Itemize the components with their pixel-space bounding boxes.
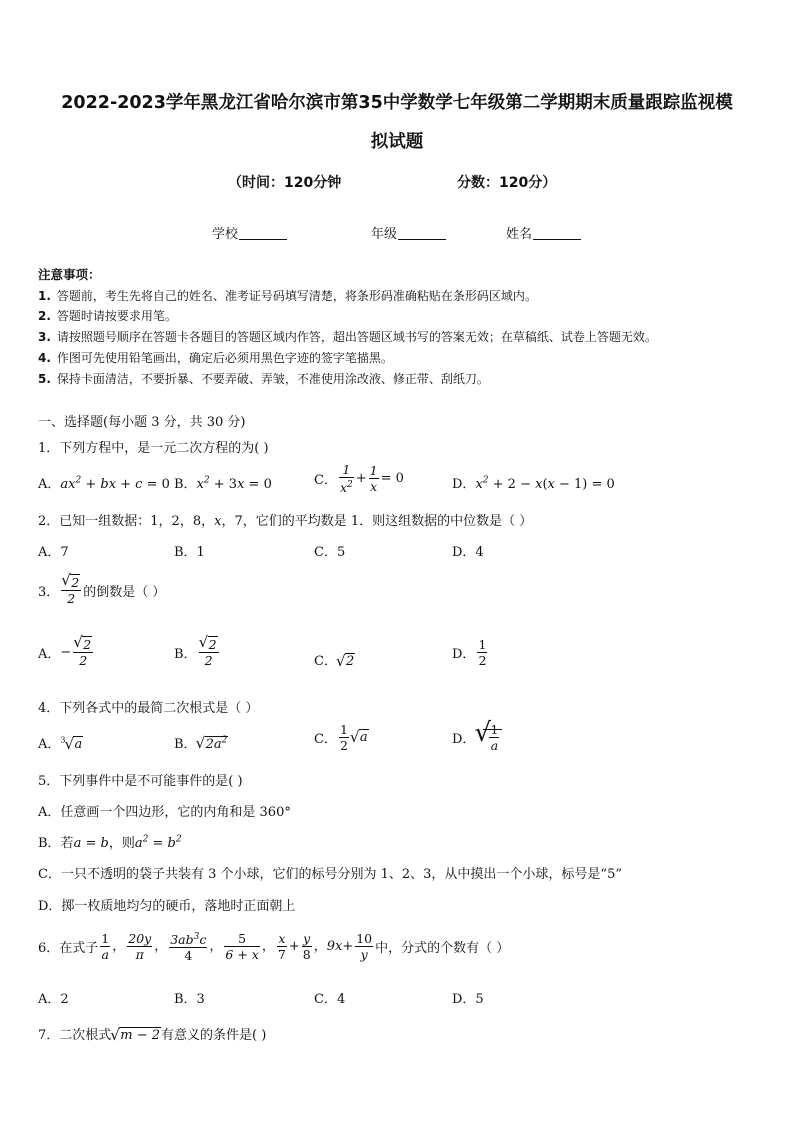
q6-option-b[interactable]: B．3	[174, 992, 205, 1007]
note-item: 4. 作图可先使用铅笔画出，确定后必须用黑色字迹的签字笔描黑。	[38, 351, 393, 365]
q3-option-d[interactable]: D． $\frac{1}{2}$	[452, 637, 487, 668]
q1-option-d[interactable]: D．$x^2 + 2 - x(x - 1) = 0$	[452, 475, 615, 492]
q3-option-a[interactable]: A．− √ 2 2	[38, 633, 92, 668]
q4-option-d[interactable]: D． √ $\frac{1}{a}$	[452, 722, 502, 753]
name-field	[506, 223, 581, 242]
question-6-stem: 6．在式子 $\frac{1}{a}$ ， $\frac{20y}{\pi}$ ， $\frac{3ab^3c}{4}$ ， $\frac{5}{6 + x}$ ， $\frac{x}{7}$ + $\frac{y}{8}$ ，9x+ $\frac{10}{y}$ 中，分式的个数有（ ）	[38, 931, 510, 964]
q5-option-c[interactable]: C．一只不透明的袋子共装有 3 个小球，它们的标号分别为 1、2、3，从中摸出一个小球，标号是“5”	[38, 867, 622, 882]
note-item: 2. 答题时请按要求用笔。	[38, 309, 177, 323]
note-item: 3. 请按照题号顺序在答题卡各题目的答题区域内作答，超出答题区域书写的答案无效；在草稿纸、试卷上答题无效。	[38, 330, 657, 344]
q5-option-b[interactable]: B．若a = b，则$a^2 = b^2$	[38, 834, 182, 851]
note-item: 1. 答题前，考生先将自己的姓名、准考证号码填写清楚，将条形码准确粘贴在条形码区域内。	[38, 289, 537, 303]
grade-label: 年级	[371, 227, 398, 242]
time-label: （时间：120分钟	[228, 175, 342, 191]
q2-option-c[interactable]: C．5	[314, 545, 346, 560]
q1-option-c[interactable]: C． $\frac{1}{x^2}$ + $\frac{1}{x}$ = 0	[314, 462, 404, 496]
q2-option-a[interactable]: A．7	[38, 545, 69, 560]
grade-blank[interactable]	[398, 227, 446, 240]
name-blank[interactable]	[533, 227, 581, 240]
exam-title: 2022-2023学年黑龙江省哈尔滨市第35中学数学七年级第二学期期末质量跟踪监视模	[61, 93, 733, 113]
q2-option-b[interactable]: B．1	[174, 545, 205, 560]
section-heading: 一、选择题(每小题 3 分，共 30 分)	[38, 415, 246, 430]
school-blank[interactable]	[239, 227, 287, 240]
question-1-stem: 1．下列方程中，是一元二次方程的为( )	[38, 441, 269, 456]
notes-title: 注意事项：	[38, 267, 101, 282]
question-3-stem: 3． √ 2 2 的倒数是（ ）	[38, 571, 166, 606]
question-7-stem: 7．二次根式 √ m − 2有意义的条件是( )	[38, 1026, 267, 1044]
question-4-stem: 4．下列各式中的最简二次根式是（ ）	[38, 701, 259, 716]
q5-option-a[interactable]: A．任意画一个四边形，它的内角和是 360°	[38, 805, 291, 820]
q2-option-d[interactable]: D．4	[452, 545, 484, 560]
school-field	[212, 223, 287, 242]
q5-option-d[interactable]: D．掷一枚质地均匀的硬币，落地时正面朝上	[38, 899, 296, 914]
q4-option-a[interactable]: A．$^3$ √ a	[38, 735, 83, 753]
q4-option-b[interactable]: B． √ $2a^2$	[174, 733, 228, 752]
q1-option-b[interactable]: B．$x^2 + 3x = 0$	[174, 475, 272, 492]
score-label: 分数：120分）	[457, 175, 557, 191]
exam-title-continued: 拟试题	[370, 132, 424, 152]
q1-option-a[interactable]: A．$ax^2$ + bx + c = 0	[38, 475, 170, 492]
q6-option-a[interactable]: A．2	[38, 992, 69, 1007]
q6-option-c[interactable]: C．4	[314, 992, 346, 1007]
q3-option-b[interactable]: B． √ 2 2	[174, 633, 217, 668]
question-2-stem: 2．已知一组数据：1，2，8，x，7，它们的平均数是 1．则这组数据的中位数是（ ）	[38, 514, 533, 529]
school-label: 学校	[212, 227, 239, 242]
note-item: 5. 保持卡面清洁，不要折暴、不要弄破、弄皱，不准使用涂改液、修正带、刮纸刀。	[38, 372, 489, 386]
name-label: 姓名	[506, 227, 533, 242]
question-5-stem: 5．下列事件中是不可能事件的是( )	[38, 774, 243, 789]
q3-option-c[interactable]: C． √ 2	[314, 652, 355, 670]
q6-option-d[interactable]: D．5	[452, 992, 484, 1007]
q4-option-c[interactable]: C． $\frac{1}{2}$ √ a	[314, 722, 368, 753]
grade-field	[371, 223, 446, 242]
